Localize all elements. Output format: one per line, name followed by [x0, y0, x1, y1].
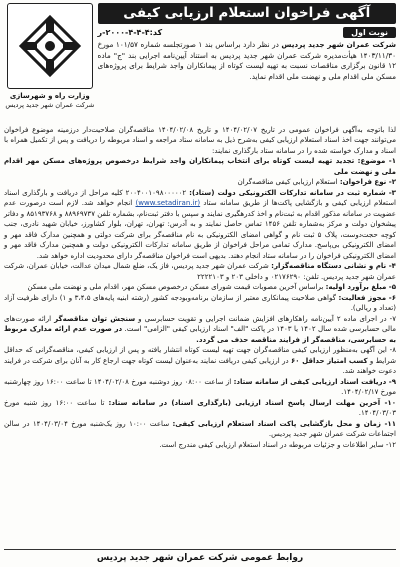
header-text — [98, 3, 396, 121]
item-9-title: ۹- دریافت اسناد ارزیابی کیفی از سامانه ستاد: — [233, 376, 397, 386]
setad-website-link[interactable]: (www.setadiran.ir) — [135, 198, 201, 208]
logo-graphic — [15, 11, 85, 81]
item-3-title: ۳- شماره ثبت در سامانه تدارکات الکترونیکی دولت (ستاد): — [189, 187, 396, 197]
item-11-text: ساعت ۱۰:۰۰ روز یک‌شنبه مورخ ۱۴۰۴/۰۳/۰۴ در سالن اجتماعات شرکت عمران شهر جدید پردیس. — [4, 418, 396, 439]
item-6-text: گواهی صلاحیت پیمانکاری معتبر از سازمان برنامه‌وبودجه کشور (رشته ابنیه پایه‌های ۳،۴،۵ و ۱) دارای ظرفیت آزاد (تعداد و ریالی). — [4, 292, 396, 313]
page-title: آگهی فراخوان استعلام ارزیابی کیفی — [98, 3, 396, 24]
document-code: کد:۴-۴-۴-۲۰۰۰-ر — [97, 28, 163, 37]
item-10 — [4, 398, 396, 419]
item-1-title: ۱- موضوع: تجدید تهیه لیست کوتاه برای انتخاب پیمانکاران واجد شرایط درخصوص پروژه‌های مسکن مهر اقدام ملی و نهضت ملی — [4, 156, 396, 176]
intro-org: شرکت عمران شهر جدید پردیس — [281, 40, 397, 49]
intro-paragraph — [98, 40, 396, 83]
item-8-bold: کسب امتیاز حداقل ۶۰ — [290, 355, 368, 365]
item-5 — [4, 282, 396, 292]
item-4-text: شرکت عمران شهر جدید پردیس، فاز یک، ضلع شمال میدان عدالت، خیابان عمران، شرکت عمران شهر جدید پردیس. تلفن: ۰۲۱۷۶۲۹۰ و داخلی ۲۰۳ و ۲۲۲۲۱۰۳ — [4, 261, 396, 281]
header — [4, 3, 396, 121]
item-9 — [4, 377, 396, 398]
item-3 — [4, 188, 396, 261]
item-6 — [4, 293, 396, 314]
item-5-title: ۵- مبلغ برآورد اولیه: — [325, 282, 396, 292]
item-5-text: براساس آخرین مصوبات قیمت شورای مسکن درخصوص مسکن مهر، اقدام ملی و نهضت ملی مسکن — [27, 282, 326, 292]
item-10-text: تا ساعت ۱۶:۰۰ روز شنبه مورخ ۱۴۰۴/۰۳/۰۳. — [4, 397, 396, 418]
ministry-of-roads-logo-icon — [7, 3, 93, 89]
item-2 — [4, 177, 396, 187]
org-name-company: شرکت عمران شهر جدید پردیس — [5, 101, 95, 109]
item-8-text: ۸- این آگهی به‌منظور ارزیابی کیفی مناقصه‌گران جهت تهیه لیست کوتاه انتشار یافته و پس از ارزیابی کیفی، مناقصه‌گرانی که حداقل شرایط و — [4, 345, 396, 365]
item-3-text-a: ۲۰۰۴۰۰۱۰۹۸۰۰۰۰۰۲ کلیه مراحل از دریافت و بارگذاری اسناد استعلام ارزیابی کیفی و بازگشایی پاکت‌ها از طریق سامانه ستاد — [4, 187, 396, 208]
item-10-title: ۱۰- آخرین مهلت ارسال پاسخ اسناد ارزیابی (بارگذاری اسناد) در سامانه ستاد: — [108, 397, 396, 407]
item-7-bold: سنجش توان مناقصه‌گر — [54, 313, 136, 323]
item-7 — [4, 314, 396, 345]
intro-text: در نظر دارد براساس بند ۱ صورتجلسه شماره ۱۰۱/۵۷ مورخ ۱۴۰۳/۱۱/۳۰ هیأت‌مدیره شرکت عمران شهر جدید پردیس به استناد آیین‌نامه اجرایی بند "ج" ماده ۱۲ قانون برگزاری مناقصات نسبت به تهیه لیست کوتاه از پیمانکاران واجد شرایط برای پروژه‌های مسکن ملی اقدام ملی و نهضت ملی اقدام نماید. — [97, 40, 396, 81]
item-11 — [4, 419, 396, 440]
item-8-text-b: در ارزیابی کیفی دریافت نمایند به‌عنوان لیست کوتاه جهت ارجاع کار به آنان برای شرکت در فرایند دعوت خواهند شد. — [4, 355, 396, 376]
public-relations-footer: روابط عمومی شرکت عمران شهر جدید پردیس — [4, 549, 396, 563]
item-6-title: ۶- مجوز فعالیت: — [338, 292, 396, 302]
item-7-text: ۷- در اجرای ماده ۲ آیین‌نامه راهکارهای افزایش ضمانت اجرایی و تقویت حسابرسی و — [135, 313, 396, 323]
item-11-title: ۱۱- زمان و محل بازگشایی پاکت اسناد استعلام ارزیابی کیفی: — [172, 418, 396, 428]
item-4 — [4, 261, 396, 282]
item-12: ۱۲- سایر اطلاعات و جزئیات مربوطه در اسناد استعلام ارزیابی کیفی مندرج است. — [159, 439, 396, 449]
org-name-ministry: وزارت راه و شهرسازی — [9, 92, 90, 100]
item-4-title: ۴- نام و نشانی دستگاه مناقصه‌گزار: — [271, 261, 396, 271]
item-9-text: از ساعت ۰۸:۰۰ روز دوشنبه مورخ ۱۴۰۴/۰۲/۰۸ تا ساعت ۱۶:۰۰ روز چهارشنبه مورخ ۱۴۰۴/۰۲/۱۷. — [4, 376, 396, 397]
turn-badge: نوبت اول — [343, 27, 396, 38]
meta-row — [98, 27, 396, 38]
item-8 — [4, 345, 396, 376]
item-7-text-b: ارائه صورت‌های مالی حسابرسی شده سال ۱۴۰۲ یا ۱۴۰۳ در پاکت "الف" اسناد ارزیابی کیفی "الزامی" است. — [4, 313, 396, 334]
item-1 — [4, 156, 396, 177]
lead-paragraph: لذا باتوجه به‌آگهی فراخوان عمومی در تاریخ ۱۴۰۴/۰۲/۰۷ و تاریخ ۱۴۰۴/۰۲/۰۸ مناقصه‌گران صلاحیت‌دار درزمینه موضوع فراخوان می‌توانند جهت اخذ اسناد استعلام ارزیابی کیفی به‌شرح ذیل به سامانه ستاد مراجعه و اسناد مربوطه را دریافت و پس از تکمیل همراه با اسناد و مدارک خواسته شده را در سامانه ستاد بارگذاری نمایند: — [4, 125, 396, 155]
item-7-bold-b: در صورت عدم ارائه مدارک مربوط به حسابرسی، مناقصه‌گر از فرایند مناقصه حذف می گردد. — [4, 324, 396, 344]
logo-column — [4, 3, 96, 121]
item-2-title: ۲- نوع فراخوان: — [339, 177, 396, 187]
item-2-text: استعلام ارزیابی کیفی مناقصه‌گران — [237, 177, 340, 187]
item-3-text-b: انجام خواهد شد. لازم است درصورت عدم عضویت در سامانه مذکور اقدام به ثبت‌نام و اخذ کدرهگیری نمایند و سپس با دفتر ثبت‌نام، بشماره تلفن ۸۸۹۶۹۷۳۷ و ۸۵۱۹۳۷۶۸ و دفاتر پیشخوان دولت و مرکز به‌شماره تلفن ۱۴۵۶ تماس حاصل نمایند و به آدرس: تهران، تهران، بلوار کشاورز، خیابان شهید نادری، جنب کوچه حجت‌دوست، پلاک ۵ ثبت نام و گواهی امضای الکترونیکی به نام مناقصه‌گر برای شرکت دولتی و همچنین مدارک فاقد مهر و امضای الکترونیکی بی‌پاسخ. مدارک تمامی مراحل فراخوان از طریق سامانه تدارکات الکترونیکی دولت و همچنین مدارک فاقد مهر و امضای الکترونیکی فراخوان را در سامانه ستاد انجام دهند. بدیهی است فراخوان مناقصه‌گر دارای محدودیت اداره خواهد شد. — [4, 198, 396, 260]
notice-body — [4, 125, 396, 450]
